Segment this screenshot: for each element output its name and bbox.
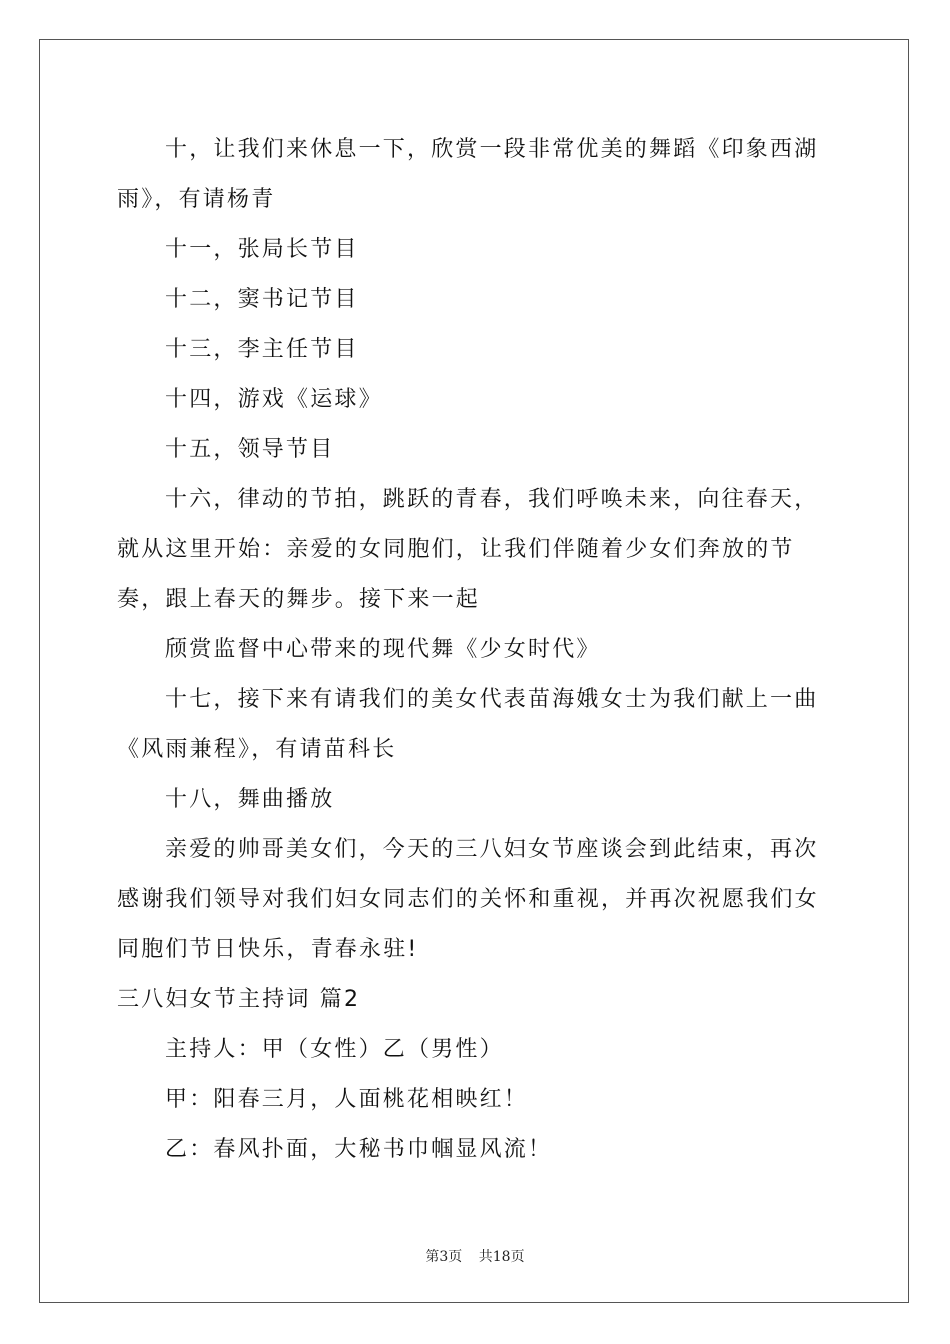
- paragraph-13: 十三，李主任节目: [165, 337, 359, 362]
- hosts-line: 主持人：甲（女性）乙（男性）: [165, 1037, 504, 1062]
- paragraph-18: 十八，舞曲播放: [165, 787, 335, 812]
- paragraph-10: 十，让我们来休息一下，欣赏一段非常优美的舞蹈《印象西湖雨》，有请杨青: [117, 137, 819, 212]
- paragraph-16-cont: 颀赏监督中心带来的现代舞《少女时代》: [165, 637, 601, 662]
- paragraph-14: 十四，游戏《运球》: [165, 387, 383, 412]
- page-footer: [0, 1246, 950, 1266]
- paragraph-12: 十二，窦书记节目: [165, 287, 359, 312]
- closing-paragraph: 亲爱的帅哥美女们，今天的三八妇女节座谈会到此结束，再次感谢我们领导对我们妇女同志们的关怀和重视，并再次祝愿我们女同胞们节日快乐，青春永驻!: [117, 837, 819, 962]
- paragraph-17: 十七，接下来有请我们的美女代表苗海娥女士为我们献上一曲《风雨兼程》，有请苗科长: [117, 687, 819, 762]
- dialogue-yi: 乙：春风扑面，大秘书巾帼显风流！: [165, 1137, 553, 1162]
- dialogue-jia: 甲：阳春三月，人面桃花相映红！: [165, 1087, 529, 1112]
- document-body: [117, 125, 837, 1175]
- page-total: 共18页: [478, 1249, 525, 1265]
- page-number: 第3页: [425, 1249, 463, 1265]
- paragraph-11: 十一，张局长节目: [165, 237, 359, 262]
- paragraph-16: 十六，律动的节拍，跳跃的青春，我们呼唤未来，向往春天，就从这里开始：亲爱的女同胞们，让我们伴随着少女们奔放的节奏，跟上春天的舞步。接下来一起: [117, 487, 819, 612]
- paragraph-15: 十五，领导节目: [165, 437, 335, 462]
- section-heading: 三八妇女节主持词 篇2: [117, 987, 361, 1012]
